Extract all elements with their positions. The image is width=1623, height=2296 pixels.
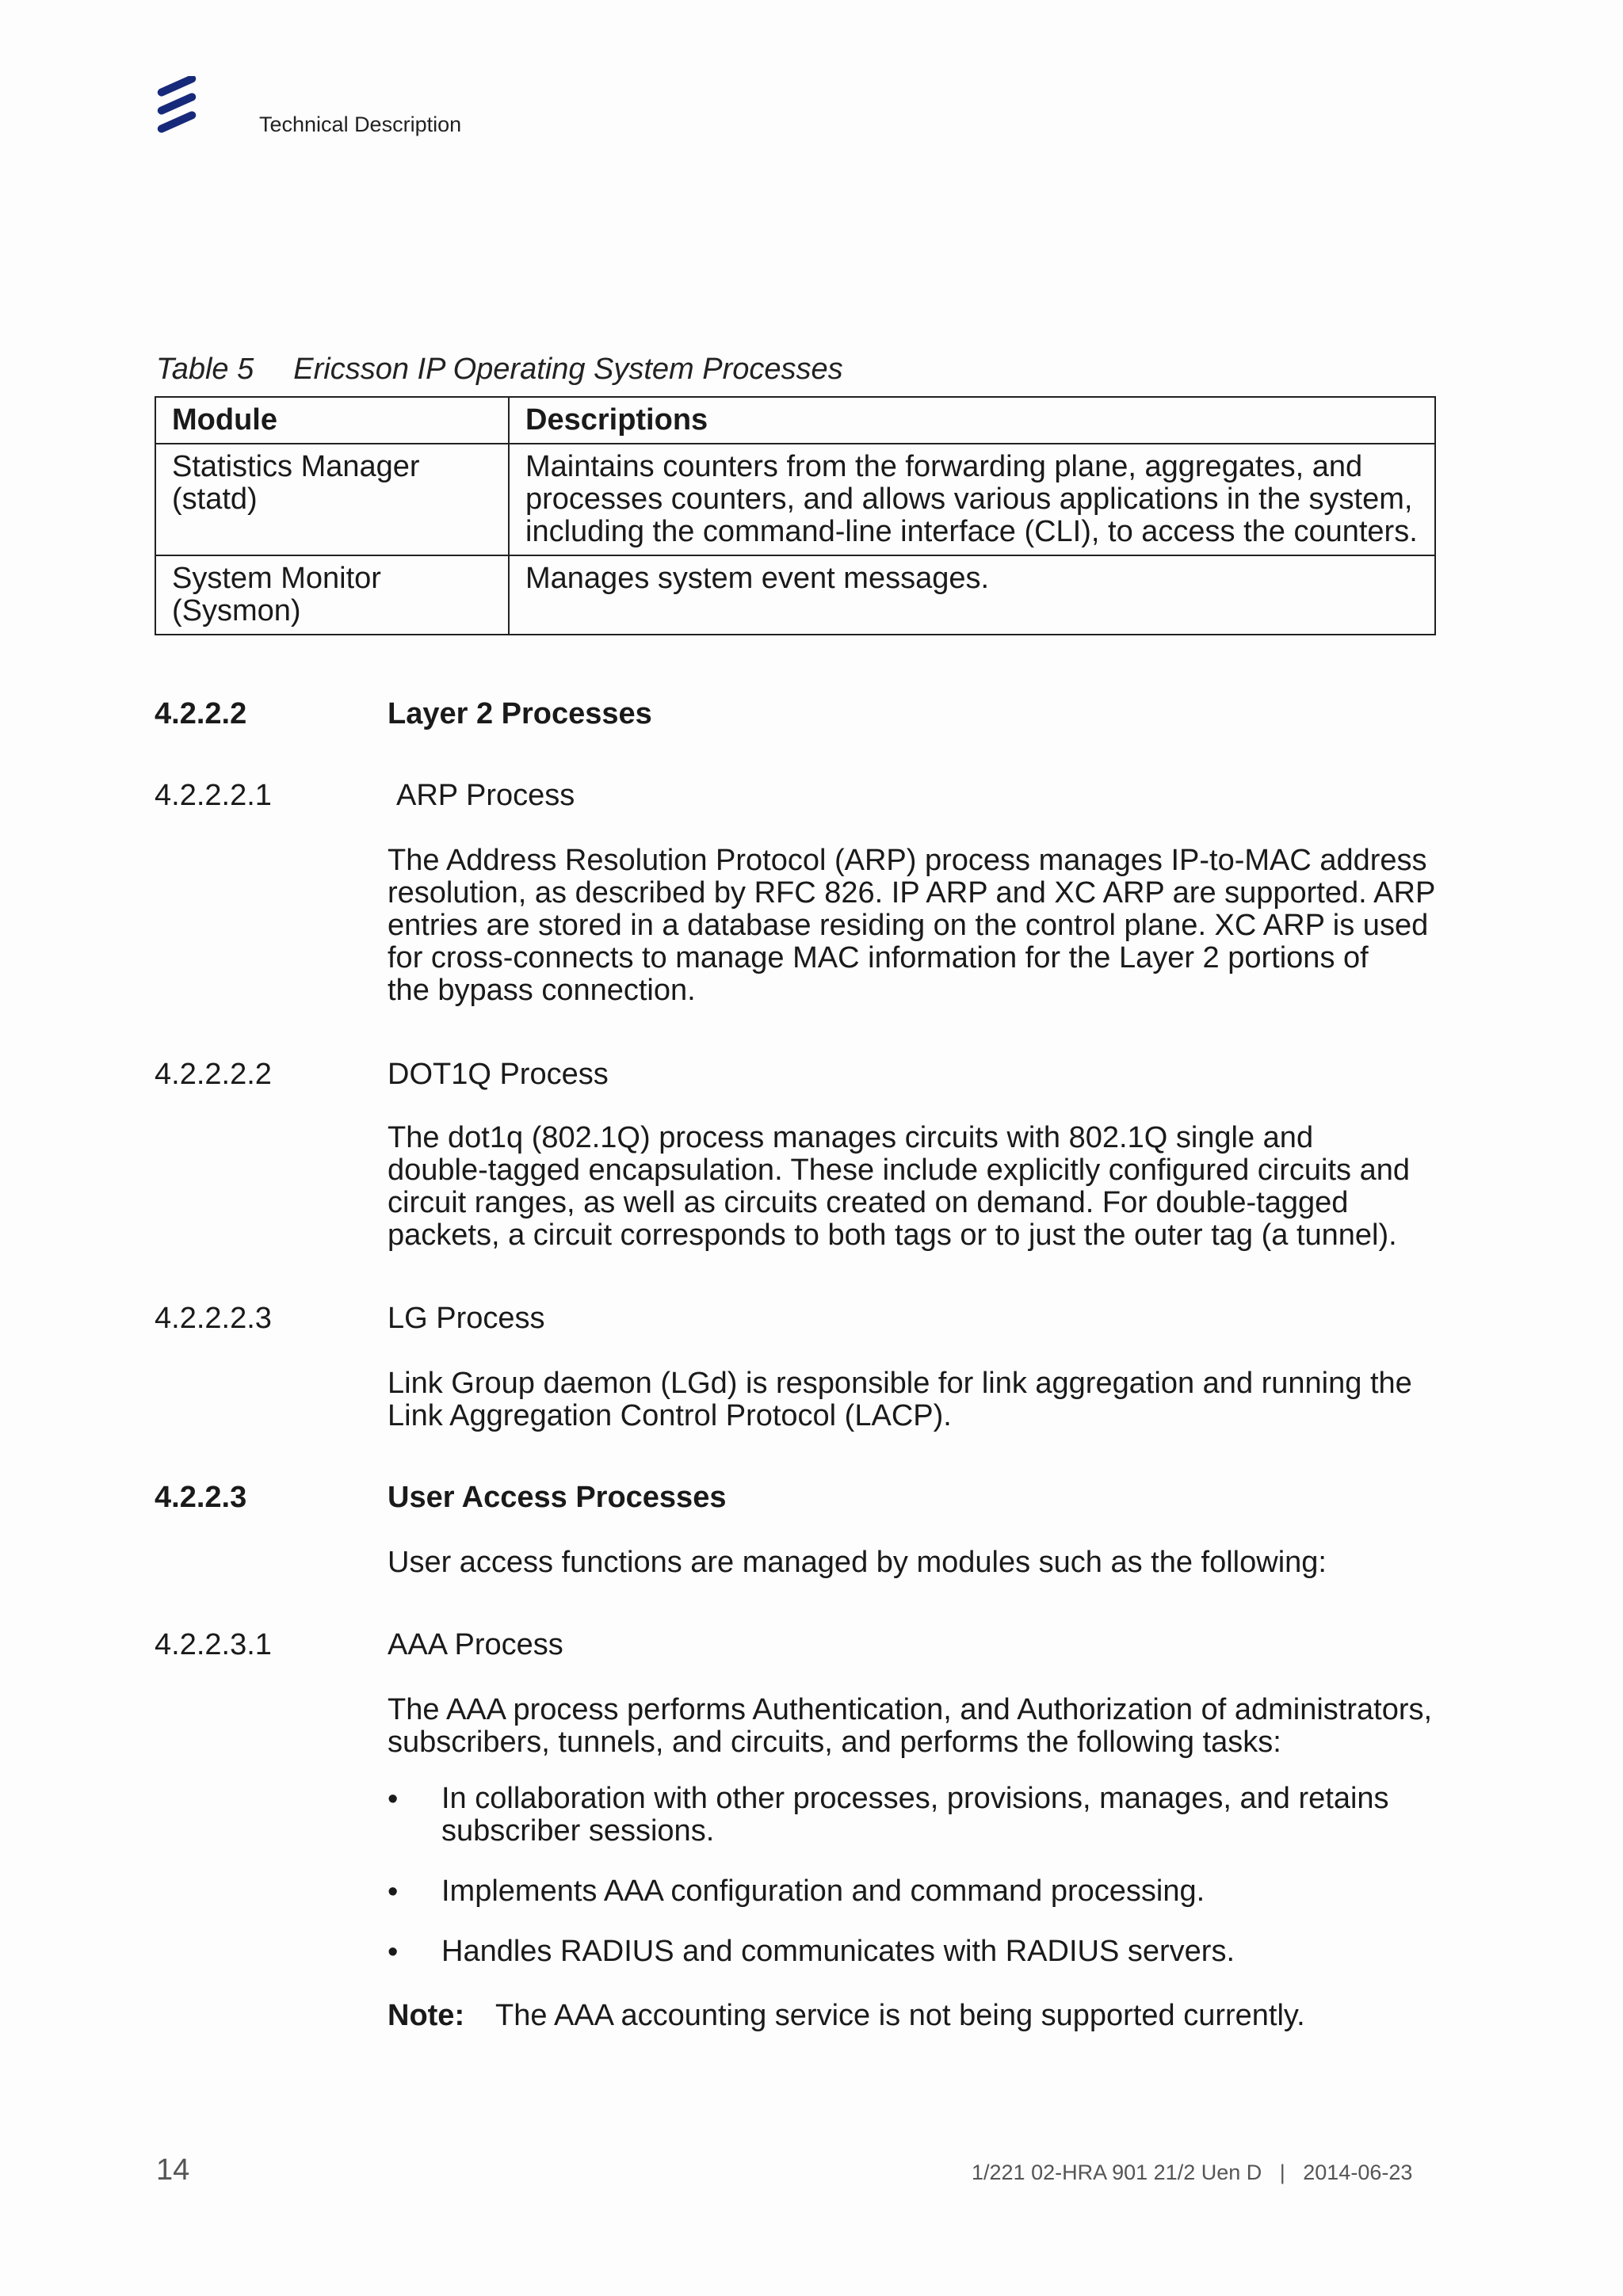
paragraph-line: entries are stored in a database residing on the control plane. XC ARP is used (388, 909, 1429, 942)
table-caption-label: Table 5 (156, 353, 254, 386)
bullet-line: Implements AAA configuration and command processing. (441, 1875, 1205, 1908)
paragraph-line: for cross-connects to manage MAC information for the Layer 2 portions of (388, 941, 1369, 974)
paragraph-line: resolution, as described by RFC 826. IP ARP and XC ARP are supported. ARP (388, 876, 1436, 910)
user-access-paragraph (388, 1547, 1442, 1579)
description-line: processes counters, and allows various applications in the system, (525, 482, 1413, 516)
description-line: Maintains counters from the forwarding plane, aggregates, and (525, 450, 1363, 483)
table-caption-title: Ericsson IP Operating System Processes (293, 353, 843, 386)
paragraph-line: double-tagged encapsulation. These include explicitly configured circuits and (388, 1154, 1410, 1187)
subsection-number: 4.2.2.2.3 (155, 1302, 272, 1335)
bullet-item (441, 1783, 1440, 1848)
table-row (155, 555, 1435, 635)
description-cell (509, 444, 1435, 555)
bullet-marker: • (388, 1936, 399, 1969)
table-caption (156, 353, 843, 387)
subsection-number: 4.2.2.2.1 (155, 779, 272, 812)
table-row (155, 444, 1435, 555)
module-line: (statd) (172, 482, 258, 516)
bullet-marker: • (388, 1875, 399, 1909)
section-number: 4.2.2.3 (155, 1481, 247, 1514)
section-number: 4.2.2.2 (155, 697, 247, 730)
lg-paragraph (388, 1367, 1442, 1432)
ericsson-logo-icon (153, 76, 200, 133)
paragraph-line: The AAA process performs Authentication, and Authorization of administrators, (388, 1693, 1433, 1726)
module-cell (155, 444, 509, 555)
module-cell (155, 555, 509, 635)
description-cell (509, 555, 1435, 635)
bullet-line: subscriber sessions. (441, 1814, 715, 1848)
bullet-item (441, 1936, 1440, 1968)
dot1q-paragraph (388, 1122, 1442, 1252)
description-line: including the command-line interface (CLI), to access the counters. (525, 515, 1418, 548)
paragraph-line: Link Group daemon (LGd) is responsible for link aggregation and running the (388, 1367, 1412, 1400)
paragraph-line: the bypass connection. (388, 974, 696, 1007)
subsection-title: DOT1Q Process (388, 1058, 609, 1091)
subsection-number: 4.2.2.3.1 (155, 1628, 272, 1661)
processes-table (155, 396, 1436, 635)
paragraph-line: User access functions are managed by modules such as the following: (388, 1546, 1327, 1579)
paragraph-line: circuit ranges, as well as circuits created on demand. For double-tagged (388, 1186, 1349, 1219)
paragraph-line: The Address Resolution Protocol (ARP) process manages IP-to-MAC address (388, 844, 1427, 877)
note-text: The AAA accounting service is not being supported currently. (495, 1999, 1305, 2032)
subsection-title: AAA Process (388, 1628, 563, 1661)
table-header-row (155, 397, 1435, 444)
bullet-line: In collaboration with other processes, provisions, manages, and retains (441, 1782, 1389, 1815)
header-title: Technical Description (259, 113, 462, 136)
subsection-number: 4.2.2.2.2 (155, 1058, 272, 1091)
section-title: Layer 2 Processes (388, 697, 652, 730)
module-line: Statistics Manager (172, 450, 420, 483)
bullet-line: Handles RADIUS and communicates with RADIUS servers. (441, 1935, 1235, 1968)
aaa-paragraph (388, 1694, 1442, 1759)
header-descriptions: Descriptions (509, 397, 1435, 444)
module-line: System Monitor (172, 562, 381, 595)
section-title: User Access Processes (388, 1481, 727, 1514)
document-reference: 1/221 02-HRA 901 21/2 Uen D | 2014-06-23 (972, 2161, 1413, 2184)
paragraph-line: packets, a circuit corresponds to both tags or to just the outer tag (a tunnel). (388, 1219, 1397, 1252)
bullet-item (441, 1875, 1440, 1908)
paragraph-line: Link Aggregation Control Protocol (LACP). (388, 1399, 952, 1432)
note-label: Note: (388, 1999, 465, 2032)
subsection-title: LG Process (388, 1302, 545, 1335)
arp-paragraph (388, 845, 1442, 1007)
header-module: Module (155, 397, 509, 444)
description-line: Manages system event messages. (525, 562, 990, 595)
page-number: 14 (156, 2153, 190, 2187)
module-line: (Sysmon) (172, 594, 301, 627)
paragraph-line: The dot1q (802.1Q) process manages circuits with 802.1Q single and (388, 1121, 1314, 1154)
bullet-marker: • (388, 1783, 399, 1816)
subsection-title: ARP Process (396, 779, 575, 812)
paragraph-line: subscribers, tunnels, and circuits, and performs the following tasks: (388, 1726, 1281, 1759)
